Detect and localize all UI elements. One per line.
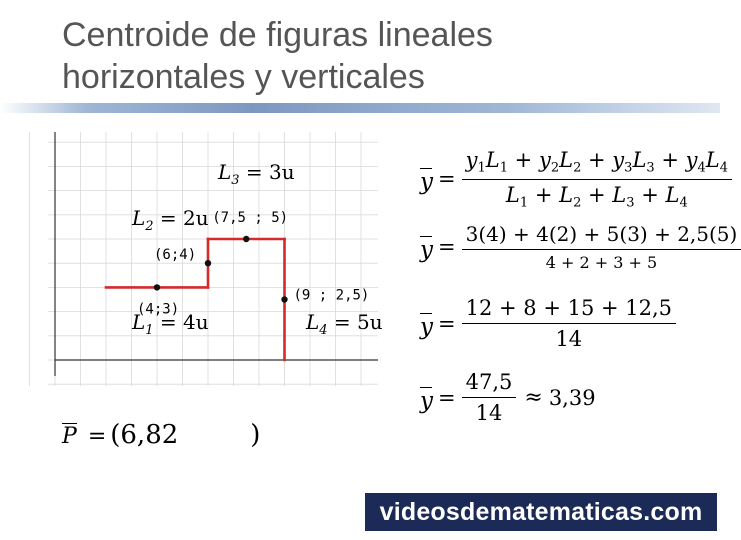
denominator: 14 <box>475 401 503 425</box>
point-marker <box>281 296 287 302</box>
equals-sign: = <box>438 167 456 192</box>
equation-substituted <box>420 222 741 272</box>
y-bar-symbol: y <box>420 382 433 414</box>
brand-text: videosdematematicas.com <box>379 497 703 526</box>
segment-label-L2 <box>131 206 209 234</box>
svg-text:L4 = 5u: $L_4 = 5u$ <box>306 310 383 338</box>
numerator: 12 + 8 + 15 + 12,5 <box>462 296 676 324</box>
equation-simplified <box>420 296 676 351</box>
equals-sign: = <box>438 235 456 259</box>
y-bar-symbol: y <box>420 308 433 340</box>
point-label: (7,5 ; 5) <box>212 210 289 226</box>
equals-sign: = <box>438 385 456 410</box>
open-paren-value: (6,82 <box>110 420 179 450</box>
segment-label-L4 <box>305 310 383 338</box>
coordinate-graph <box>40 126 385 391</box>
equals-sign: = <box>438 311 456 336</box>
denominator: 14 <box>555 327 583 351</box>
equation-result <box>420 370 596 425</box>
fraction <box>462 370 517 425</box>
brand-banner <box>365 493 717 531</box>
segment-label-L3 <box>217 160 295 188</box>
numerator: $y_1L_1 + y_2L_2 + y_3L_3 + y_4L_4$ <box>462 148 732 180</box>
denominator: $L_1 + L_2 + L_3 + L_4$ <box>505 182 688 211</box>
centroid-expression <box>62 420 260 450</box>
approx-sign: ≈ <box>524 385 543 410</box>
point-marker <box>205 260 211 266</box>
fraction <box>462 148 732 210</box>
close-paren: ) <box>250 420 261 450</box>
page-title <box>62 14 682 98</box>
title-divider-bar <box>0 103 720 113</box>
point-label: (9 ; 2,5) <box>293 287 370 304</box>
result-value: 3,39 <box>548 385 596 410</box>
numerator: 3(4) + 4(2) + 5(3) + 2,5(5) <box>462 222 741 250</box>
equals-sign: = <box>87 424 107 449</box>
svg-text:L1 = 4u: $L_1 = 4u$ <box>132 310 209 338</box>
denominator: 4 + 2 + 3 + 5 <box>545 253 658 272</box>
fraction <box>462 296 676 351</box>
equation-general <box>420 148 732 210</box>
svg-text:L3 = 3u: $L_3 = 3u$ <box>218 160 295 188</box>
title-line-2: horizontales y verticales <box>62 58 425 96</box>
point-label: (4;3) <box>137 301 180 318</box>
title-line-1: Centroide de figuras lineales <box>62 16 493 54</box>
y-bar-symbol: y <box>420 231 433 263</box>
svg-text:L2 = 2u: $L_2 = 2u$ <box>132 206 209 234</box>
point-marker <box>154 284 160 290</box>
segment-label-L1 <box>131 310 209 338</box>
numerator: 47,5 <box>462 370 517 398</box>
fraction <box>462 222 741 272</box>
point-label: (6;4) <box>154 247 197 264</box>
grid <box>30 132 379 386</box>
p-bar-symbol: P <box>62 424 77 449</box>
y-bar-symbol: y <box>420 163 433 195</box>
axes <box>55 132 378 376</box>
point-marker <box>243 236 249 242</box>
